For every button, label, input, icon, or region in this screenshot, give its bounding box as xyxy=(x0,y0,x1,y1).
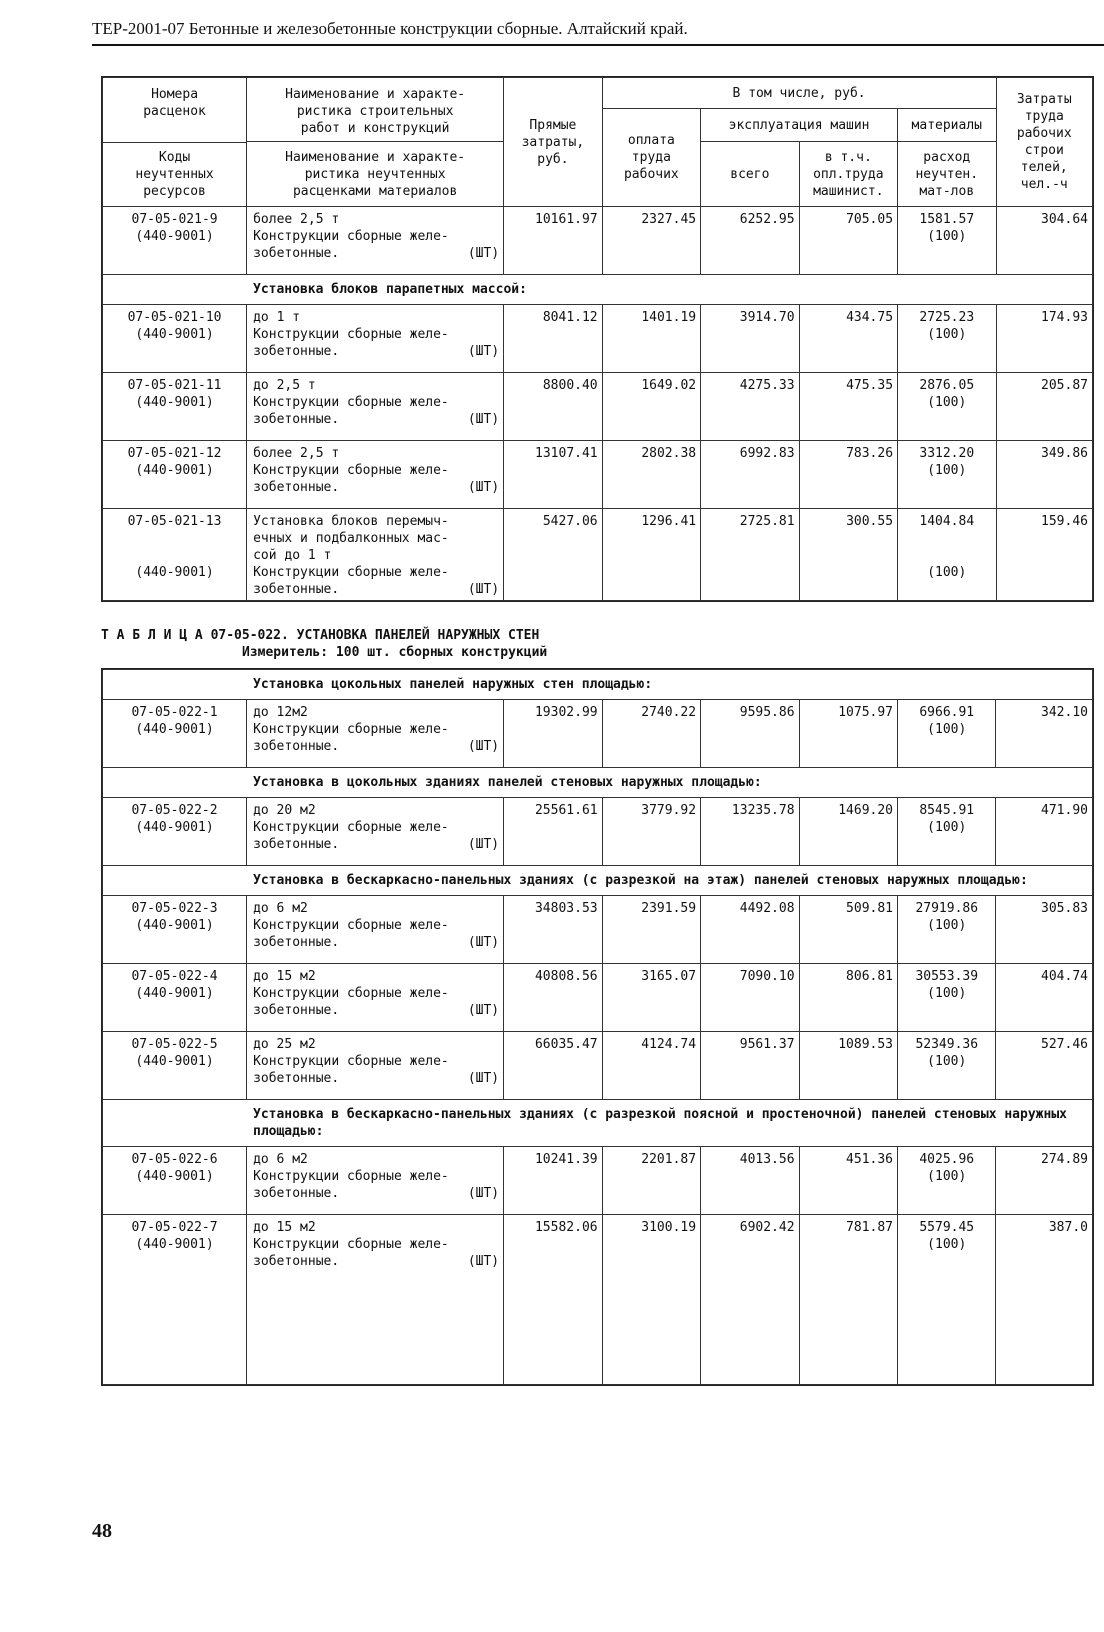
materials-consumption: (100) xyxy=(927,395,967,410)
machines-cost: 4275.33 xyxy=(701,373,799,441)
direct-cost: 15582.06 xyxy=(504,1215,602,1385)
col-head-name-bottom: Наименование и характе- ристика неучтенных расценками материалов xyxy=(247,142,504,207)
machinist-cost: 1469.20 xyxy=(799,798,897,866)
rate-code: 07-05-021-9 xyxy=(131,212,218,227)
machinist-cost: 705.05 xyxy=(799,207,897,275)
work-name-cell: Установка блоков перемыч- ечных и подбалконных мас- сой до 1 т Конструкции сборные желе- зобетонные. (ШТ) xyxy=(247,509,504,601)
rate-code: 07-05-022-7 xyxy=(131,1220,218,1235)
unit: (ШТ) xyxy=(467,1186,500,1201)
materials-consumption: (100) xyxy=(927,463,967,478)
direct-cost: 66035.47 xyxy=(504,1032,602,1100)
labor-hours: 205.87 xyxy=(996,373,1092,441)
labor-hours: 349.86 xyxy=(996,441,1092,509)
materials-cost: 8545.91 xyxy=(919,803,975,818)
materials-consumption: (100) xyxy=(927,1054,967,1069)
rate-code-cell xyxy=(103,798,247,866)
section-title: Установка в бескаркасно-панельных зданиях (с разрезкой на этаж) панелей стеновых наружных площадью: xyxy=(253,873,1028,888)
materials-cost-cell xyxy=(898,305,996,373)
rate-code: 07-05-021-10 xyxy=(127,310,222,325)
rate-row xyxy=(103,1032,1093,1100)
labor-cost: 3779.92 xyxy=(602,798,700,866)
section-row xyxy=(103,275,1093,305)
labor-hours: 159.46 xyxy=(996,509,1092,601)
labor-hours: 387.0 xyxy=(996,1215,1093,1385)
machinist-cost: 451.36 xyxy=(799,1147,897,1215)
work-name-cell: до 6 м2 Конструкции сборные желе- зобетонные. (ШТ) xyxy=(247,896,504,964)
upper-rates-table xyxy=(101,76,1094,602)
rate-code-cell xyxy=(103,700,247,768)
materials-cost: 5579.45 xyxy=(919,1220,975,1235)
work-name-cell: до 6 м2 Конструкции сборные желе- зобетонные. (ШТ) xyxy=(247,1147,504,1215)
rate-code: 07-05-022-6 xyxy=(131,1152,218,1167)
section-title: Установка в бескаркасно-панельных зданиях (с разрезкой поясной и простеночной) панелей стеновых наружных площадью: xyxy=(253,1107,1067,1139)
rate-code-cell xyxy=(103,305,247,373)
materials-cost: 2876.05 xyxy=(919,378,975,393)
direct-cost: 10241.39 xyxy=(504,1147,602,1215)
rate-row xyxy=(103,373,1093,441)
rate-code-cell xyxy=(103,1032,247,1100)
materials-cost-cell xyxy=(898,964,996,1032)
materials-cost-cell xyxy=(898,896,996,964)
resource-code: (440-9001) xyxy=(135,1169,214,1184)
rate-row xyxy=(103,305,1093,373)
col-head-labor: оплата труда рабочих xyxy=(602,109,700,207)
materials-consumption: (100) xyxy=(927,229,967,244)
work-name-cell: до 25 м2 Конструкции сборные желе- зобетонные. (ШТ) xyxy=(247,1032,504,1100)
col-head-labor-cost: Затраты труда рабочих строи телей, чел.-ч xyxy=(996,78,1092,207)
col-head-materials-sub: расход неучтен. мат-лов xyxy=(898,142,996,207)
rate-row xyxy=(103,509,1093,601)
machines-cost: 6902.42 xyxy=(701,1215,799,1385)
machinist-cost: 781.87 xyxy=(799,1215,897,1385)
labor-cost: 2740.22 xyxy=(602,700,700,768)
rate-row xyxy=(103,441,1093,509)
unit: (ШТ) xyxy=(467,837,500,852)
direct-cost: 10161.97 xyxy=(504,207,602,275)
materials-consumption: (100) xyxy=(927,820,967,835)
rate-code-cell xyxy=(103,207,247,275)
unit: (ШТ) xyxy=(467,1071,500,1086)
labor-cost: 2327.45 xyxy=(602,207,700,275)
rate-code: 07-05-021-13 xyxy=(127,514,222,529)
unit: (ШТ) xyxy=(467,246,500,261)
materials-cost: 1581.57 xyxy=(919,212,975,227)
materials-cost: 30553.39 xyxy=(915,969,979,984)
materials-cost-cell xyxy=(898,373,996,441)
direct-cost: 25561.61 xyxy=(504,798,602,866)
unit: (ШТ) xyxy=(467,739,500,754)
resource-code: (440-9001) xyxy=(135,820,214,835)
machinist-cost: 1089.53 xyxy=(799,1032,897,1100)
col-head-machines-incl: в т.ч. опл.труда машинист. xyxy=(799,142,897,207)
labor-cost: 3100.19 xyxy=(602,1215,700,1385)
direct-cost: 40808.56 xyxy=(504,964,602,1032)
materials-cost: 1404.84 xyxy=(919,514,975,529)
rate-code: 07-05-022-2 xyxy=(131,803,218,818)
machinist-cost: 300.55 xyxy=(799,509,897,601)
resource-code: (440-9001) xyxy=(135,1054,214,1069)
labor-cost: 1296.41 xyxy=(602,509,700,601)
col-head-codes-bottom: Коды неучтенных ресурсов xyxy=(103,143,247,207)
rate-code-cell xyxy=(103,1215,247,1385)
direct-cost: 19302.99 xyxy=(504,700,602,768)
materials-consumption: (100) xyxy=(927,1169,967,1184)
rate-row xyxy=(103,700,1093,768)
labor-cost: 2802.38 xyxy=(602,441,700,509)
machinist-cost: 806.81 xyxy=(799,964,897,1032)
materials-cost: 52349.36 xyxy=(915,1037,979,1052)
resource-code: (440-9001) xyxy=(135,986,214,1001)
rate-code: 07-05-021-11 xyxy=(127,378,222,393)
machinist-cost: 1075.97 xyxy=(799,700,897,768)
materials-cost-cell xyxy=(898,1147,996,1215)
unit: (ШТ) xyxy=(467,344,500,359)
rate-code: 07-05-022-5 xyxy=(131,1037,218,1052)
machines-cost: 9595.86 xyxy=(701,700,799,768)
lower-rates-table xyxy=(101,668,1094,1386)
materials-cost-cell xyxy=(898,207,996,275)
labor-cost: 4124.74 xyxy=(602,1032,700,1100)
rate-row xyxy=(103,798,1093,866)
work-name-cell: до 15 м2 Конструкции сборные желе- зобетонные. (ШТ) xyxy=(247,964,504,1032)
unit: (ШТ) xyxy=(467,935,500,950)
machinist-cost: 509.81 xyxy=(799,896,897,964)
resource-code: (440-9001) xyxy=(135,722,214,737)
materials-consumption: (100) xyxy=(927,722,967,737)
machines-cost: 3914.70 xyxy=(701,305,799,373)
labor-hours: 527.46 xyxy=(996,1032,1093,1100)
resource-code: (440-9001) xyxy=(135,1237,214,1252)
unit: (ШТ) xyxy=(467,1254,500,1269)
rate-code-cell xyxy=(103,509,247,601)
materials-cost-cell xyxy=(898,509,996,601)
labor-cost: 1649.02 xyxy=(602,373,700,441)
col-head-name: Наименование и характе- ристика строительных работ и конструкций xyxy=(247,78,504,142)
rate-row xyxy=(103,1215,1093,1385)
unit: (ШТ) xyxy=(467,412,500,427)
machinist-cost: 475.35 xyxy=(799,373,897,441)
resource-code: (440-9001) xyxy=(135,565,214,580)
rate-code: 07-05-022-1 xyxy=(131,705,218,720)
labor-cost: 1401.19 xyxy=(602,305,700,373)
section-row xyxy=(103,1100,1093,1147)
machines-cost: 2725.81 xyxy=(701,509,799,601)
rate-code-cell xyxy=(103,1147,247,1215)
machines-cost: 13235.78 xyxy=(701,798,799,866)
labor-cost: 2201.87 xyxy=(602,1147,700,1215)
resource-code: (440-9001) xyxy=(135,229,214,244)
materials-cost: 3312.20 xyxy=(919,446,975,461)
direct-cost: 5427.06 xyxy=(504,509,602,601)
materials-cost-cell xyxy=(898,700,996,768)
labor-hours: 404.74 xyxy=(996,964,1093,1032)
unit: (ШТ) xyxy=(467,582,500,597)
labor-hours: 304.64 xyxy=(996,207,1092,275)
unit: (ШТ) xyxy=(467,480,500,495)
labor-cost: 2391.59 xyxy=(602,896,700,964)
labor-hours: 342.10 xyxy=(996,700,1093,768)
rate-code: 07-05-022-3 xyxy=(131,901,218,916)
labor-hours: 471.90 xyxy=(996,798,1093,866)
section-row xyxy=(103,670,1093,700)
work-name-cell: до 20 м2 Конструкции сборные желе- зобетонные. (ШТ) xyxy=(247,798,504,866)
section-title: Установка цокольных панелей наружных стен площадью: xyxy=(253,677,653,692)
machines-cost: 9561.37 xyxy=(701,1032,799,1100)
machines-cost: 4013.56 xyxy=(701,1147,799,1215)
work-name-cell: до 12м2 Конструкции сборные желе- зобетонные. (ШТ) xyxy=(247,700,504,768)
col-head-materials: материалы xyxy=(898,109,996,142)
resource-code: (440-9001) xyxy=(135,918,214,933)
machines-cost: 7090.10 xyxy=(701,964,799,1032)
col-head-machines-total: всего xyxy=(701,142,799,207)
work-name-cell: более 2,5 т Конструкции сборные желе- зобетонные. (ШТ) xyxy=(247,207,504,275)
materials-consumption: (100) xyxy=(927,565,967,580)
work-name-cell: до 1 т Конструкции сборные желе- зобетонные. (ШТ) xyxy=(247,305,504,373)
col-head-codes: Номера расценок xyxy=(103,78,247,143)
materials-cost-cell xyxy=(898,798,996,866)
work-name-cell: более 2,5 т Конструкции сборные желе- зобетонные. (ШТ) xyxy=(247,441,504,509)
rate-code-cell xyxy=(103,441,247,509)
rate-row xyxy=(103,207,1093,275)
materials-cost-cell xyxy=(898,441,996,509)
col-head-direct: Прямые затраты, руб. xyxy=(504,78,602,207)
rate-row xyxy=(103,896,1093,964)
direct-cost: 8800.40 xyxy=(504,373,602,441)
machinist-cost: 783.26 xyxy=(799,441,897,509)
labor-cost: 3165.07 xyxy=(602,964,700,1032)
work-name-cell: до 2,5 т Конструкции сборные желе- зобетонные. (ШТ) xyxy=(247,373,504,441)
direct-cost: 13107.41 xyxy=(504,441,602,509)
rate-row xyxy=(103,964,1093,1032)
rate-code: 07-05-021-12 xyxy=(127,446,222,461)
unit: (ШТ) xyxy=(467,1003,500,1018)
materials-cost-cell xyxy=(898,1032,996,1100)
materials-cost: 27919.86 xyxy=(915,901,979,916)
direct-cost: 34803.53 xyxy=(504,896,602,964)
labor-hours: 274.89 xyxy=(996,1147,1093,1215)
materials-cost: 4025.96 xyxy=(919,1152,975,1167)
col-head-incl: В том числе, руб. xyxy=(602,78,996,109)
materials-cost: 6966.91 xyxy=(919,705,975,720)
rate-code-cell xyxy=(103,896,247,964)
rate-code-cell xyxy=(103,373,247,441)
table-meter: Измеритель: 100 шт. сборных конструкций xyxy=(242,645,548,660)
materials-consumption: (100) xyxy=(927,918,967,933)
materials-consumption: (100) xyxy=(927,986,967,1001)
rate-code: 07-05-022-4 xyxy=(131,969,218,984)
section-title: Установка в цокольных зданиях панелей стеновых наружных площадью: xyxy=(253,775,762,790)
section-row xyxy=(103,866,1093,896)
materials-cost-cell xyxy=(898,1215,996,1385)
work-name-cell: до 15 м2 Конструкции сборные желе- зобетонные. (ШТ) xyxy=(247,1215,504,1385)
resource-code: (440-9001) xyxy=(135,463,214,478)
materials-consumption: (100) xyxy=(927,1237,967,1252)
machines-cost: 6252.95 xyxy=(701,207,799,275)
labor-hours: 174.93 xyxy=(996,305,1092,373)
section-row xyxy=(103,768,1093,798)
resource-code: (440-9001) xyxy=(135,327,214,342)
col-head-machines: эксплуатация машин xyxy=(701,109,898,142)
machines-cost: 6992.83 xyxy=(701,441,799,509)
page-header: ТЕР-2001-07 Бетонные и железобетонные конструкции сборные. Алтайский край. xyxy=(92,18,1104,46)
rate-code-cell xyxy=(103,964,247,1032)
table-title: Т А Б Л И Ц А 07-05-022. УСТАНОВКА ПАНЕЛЕЙ НАРУЖНЫХ СТЕН xyxy=(101,628,540,643)
resource-code: (440-9001) xyxy=(135,395,214,410)
materials-cost: 2725.23 xyxy=(919,310,975,325)
table-caption xyxy=(101,627,1094,661)
rate-row xyxy=(103,1147,1093,1215)
page-number: 48 xyxy=(92,1520,112,1542)
section-title: Установка блоков парапетных массой: xyxy=(253,282,527,297)
direct-cost: 8041.12 xyxy=(504,305,602,373)
machinist-cost: 434.75 xyxy=(799,305,897,373)
materials-consumption: (100) xyxy=(927,327,967,342)
machines-cost: 4492.08 xyxy=(701,896,799,964)
labor-hours: 305.83 xyxy=(996,896,1093,964)
